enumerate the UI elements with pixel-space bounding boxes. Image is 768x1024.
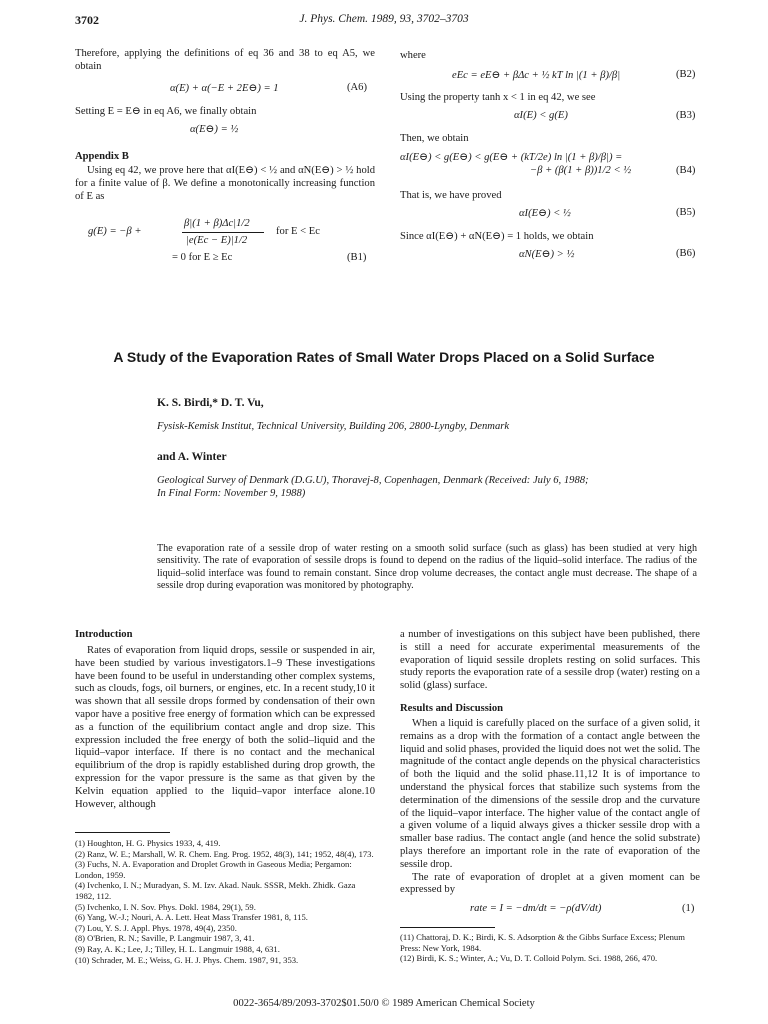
- introduction-body: [75, 645, 375, 811]
- affiliation-secondary-line1: Geological Survey of Denmark (D.G.U), Thoravej-8, Copenhagen, Denmark (Received: July 6, 1988;: [157, 475, 589, 486]
- footnotes-left: [75, 838, 375, 965]
- equation-half: α(E⊖) = ½: [190, 124, 239, 135]
- footnote: (1) Houghton, H. G. Physics 1933, 4, 419.: [75, 838, 221, 848]
- introduction-paragraph: Rates of evaporation from liquid drops, sessile or suspended in air, have been studied by various investigators.1–9 These investigations have been found to be useful in understanding other complex systems, such as clouds, fogs, oil burners, or engines, etc. In a recent study,10 it was shown that all sessile drops formed by condensation of their own vapor have a positive free energy of formation which can be expressed as a function of the equilibrium contact angle and drop size. This expression included the free energy of both the solid–liquid and the liquid–vapor interface. If there is no contact and the mechanical equilibrium of the drop is rapidly established during drop growth, the expression for the vapor pressure is the same as that given by the Kelvin equation applied to the liquid–vapor interface alone.10 However, although: [75, 645, 375, 810]
- appendix-b-heading: Appendix B: [75, 151, 129, 162]
- footnote: (4) Ivchenko, I. N.; Muradyan, S. M. Izv. Akad. Nauk. SSSR, Mekh. Zhidk. Gaza 1982, 112.: [75, 880, 356, 901]
- footnote-rule-right: [400, 927, 495, 928]
- footnote: (8) O'Brien, R. N.; Saville, P. Langmuir 1987, 3, 41.: [75, 933, 255, 944]
- using-text: Using the property tanh x < 1 in eq 42, we see: [400, 92, 596, 103]
- equation-b2: eEc = eE⊖ + βΔc + ½ kT ln |(1 + β)/β|: [452, 70, 621, 81]
- prev-lead-text: [75, 48, 375, 74]
- page-footer: 0022-3654/89/2093-3702$01.50/0 © 1989 American Chemical Society: [233, 998, 535, 1009]
- footnotes-right: [400, 932, 700, 964]
- equation-b1-numerator: β|(1 + β)Δc|1/2: [184, 218, 250, 229]
- introduction-heading: Introduction: [75, 629, 133, 640]
- footnote: (11) Chattoraj, D. K.; Birdi, K. S. Adsorption & the Gibbs Surface Excess; Plenum Press: New York, 1984.: [400, 932, 685, 953]
- equation-b4-line2: −β + (β(1 + β))1/2 < ½: [530, 165, 632, 176]
- introduction-continued: [400, 629, 700, 693]
- where-text: where: [400, 50, 426, 61]
- equation-b5-number: (B5): [676, 207, 696, 218]
- authors-secondary: and A. Winter: [157, 451, 227, 463]
- equation-a6-number: (A6): [347, 82, 368, 93]
- equation-b4-line1: αI(E⊖) < g(E⊖) < g(E⊖ + (kT/2e) ln |(1 + β)/β|) =: [400, 152, 623, 163]
- footnote: (3) Fuchs, N. A. Evaporation and Droplet Growth in Gaseous Media; Pergamon: London, 1959.: [75, 859, 352, 880]
- equation-b4-number: (B4): [676, 165, 696, 176]
- equation-b1-condition: for E < Ec: [276, 226, 320, 237]
- footnote: (2) Ranz, W. E.; Marshall, W. R. Chem. Eng. Prog. 1952, 48(3), 141; 1952, 48(4), 173.: [75, 848, 374, 859]
- equation-b1-denominator: |e(Ec − E)|1/2: [186, 235, 248, 246]
- footnote: (10) Schrader, M. E.; Weiss, G. H. J. Phys. Chem. 1987, 91, 353.: [75, 954, 299, 965]
- equation-a6: α(E) + α(−E + 2E⊖) = 1: [170, 83, 279, 94]
- equation-b1-number: (B1): [347, 252, 367, 263]
- footnote: (6) Yang, W.-J.; Nouri, A. A. Lett. Heat Mass Transfer 1981, 8, 115.: [75, 912, 308, 923]
- page-number: 3702: [75, 13, 99, 27]
- since-text: Since αI(E⊖) + αN(E⊖) = 1 holds, we obtain: [400, 231, 594, 242]
- affiliation-primary: Fysisk-Kemisk Institut, Technical University, Building 206, 2800-Lyngby, Denmark: [157, 421, 510, 432]
- article-title: A Study of the Evaporation Rates of Small Water Drops Placed on a Solid Surface: [113, 349, 655, 365]
- footnote-rule-left: [75, 832, 170, 833]
- then-text: Then, we obtain: [400, 133, 469, 144]
- appendix-b-paragraph: Using eq 42, we prove here that αI(E⊖) < ½ and αN(E⊖) > ½ hold for a finite value of β. We define a monotonically increasing function of E as: [75, 165, 375, 202]
- equation-b1-lhs: g(E) = −β +: [88, 226, 142, 237]
- equation-b6: αN(E⊖) > ½: [519, 249, 575, 260]
- prev-lead-paragraph: Therefore, applying the definitions of eq 36 and 38 to eq A5, we obtain: [75, 48, 375, 72]
- affiliation-secondary-line2: In Final Form: November 9, 1988): [157, 488, 306, 499]
- equation-b3: αI(E) < g(E): [514, 110, 568, 121]
- equation-b6-number: (B6): [676, 248, 696, 259]
- equation-b2-number: (B2): [676, 69, 696, 80]
- results-heading: Results and Discussion: [400, 703, 504, 714]
- results-paragraph: When a liquid is carefully placed on the surface of a given solid, it remains as a drop with the formation of a contact angle between the liquid and solid phases, provided the liquid does not wet the solid. The magnitude of the contact angle depends on the physical characteristics of both the liquid and the solid phase.11,12 It is of importance to understand the physical forces that stabilize such systems from the determination of the dimensions of the sessile drop and the curvature of the liquid–vapor interface. The higher value of the contact angle of a given volume of a liquid always gives a thicker sessile drop with a smaller base radius. The contact angle (and hence the solid substrate) plays therefore an important role in the rate of evaporation of the sessile drop.: [400, 718, 700, 870]
- footnote: (7) Lou, Y. S. J. Appl. Phys. 1978, 49(4), 2350.: [75, 922, 237, 933]
- equation-b1-line2: = 0 for E ≥ Ec: [172, 252, 233, 263]
- results-body: [400, 718, 700, 897]
- authors-primary: K. S. Birdi,* D. T. Vu,: [157, 397, 264, 409]
- appendix-b-text: [75, 165, 375, 203]
- running-head: J. Phys. Chem. 1989, 93, 3702–3703: [299, 13, 469, 25]
- equation-b5: αI(E⊖) < ½: [519, 208, 571, 219]
- abstract: The evaporation rate of a sessile drop of water resting on a smooth solid surface (such as glass) has been studied at very high sensitivity. The rate of evaporation of sessile drops is found to depend on the radius of the liquid–solid interface. The radius of the liquid–solid interface was found to remain constant. Since drop volume decreases, the contact angle must decrease. The shape of a sessile drop during evaporation was monitored by photography.: [157, 543, 697, 592]
- introduction-continued-paragraph: a number of investigations on this subject have been published, there is still a need for accurate experimental measurements of the evaporation of liquid sessile droplets resting on solid surfaces. This study reports the evaporation rate of a sessile drop (water) resting on a solid (glass) surface.: [400, 629, 700, 692]
- setting-paragraph: Setting E = E⊖ in eq A6, we finally obtain: [75, 106, 257, 117]
- fraction-bar: [182, 232, 264, 233]
- equation-b3-number: (B3): [676, 110, 696, 121]
- proved-text: That is, we have proved: [400, 190, 502, 201]
- equation-1: rate = I = −dm/dt = −ρ(dV/dt): [470, 903, 602, 914]
- footnote: (12) Birdi, K. S.; Winter, A.; Vu, D. T. Colloid Polym. Sci. 1988, 266, 470.: [400, 953, 658, 964]
- footnote: (9) Ray, A. K.; Lee, J.; Tilley, H. L. Langmuir 1988, 4, 631.: [75, 943, 280, 954]
- setting-text: [75, 106, 375, 119]
- footnote: (5) Ivchenko, I. N. Sov. Phys. Dokl. 1984, 29(1), 59.: [75, 901, 256, 912]
- results-paragraph-2: The rate of evaporation of droplet at a given moment can be expressed by: [400, 871, 700, 896]
- equation-1-number: (1): [682, 903, 695, 914]
